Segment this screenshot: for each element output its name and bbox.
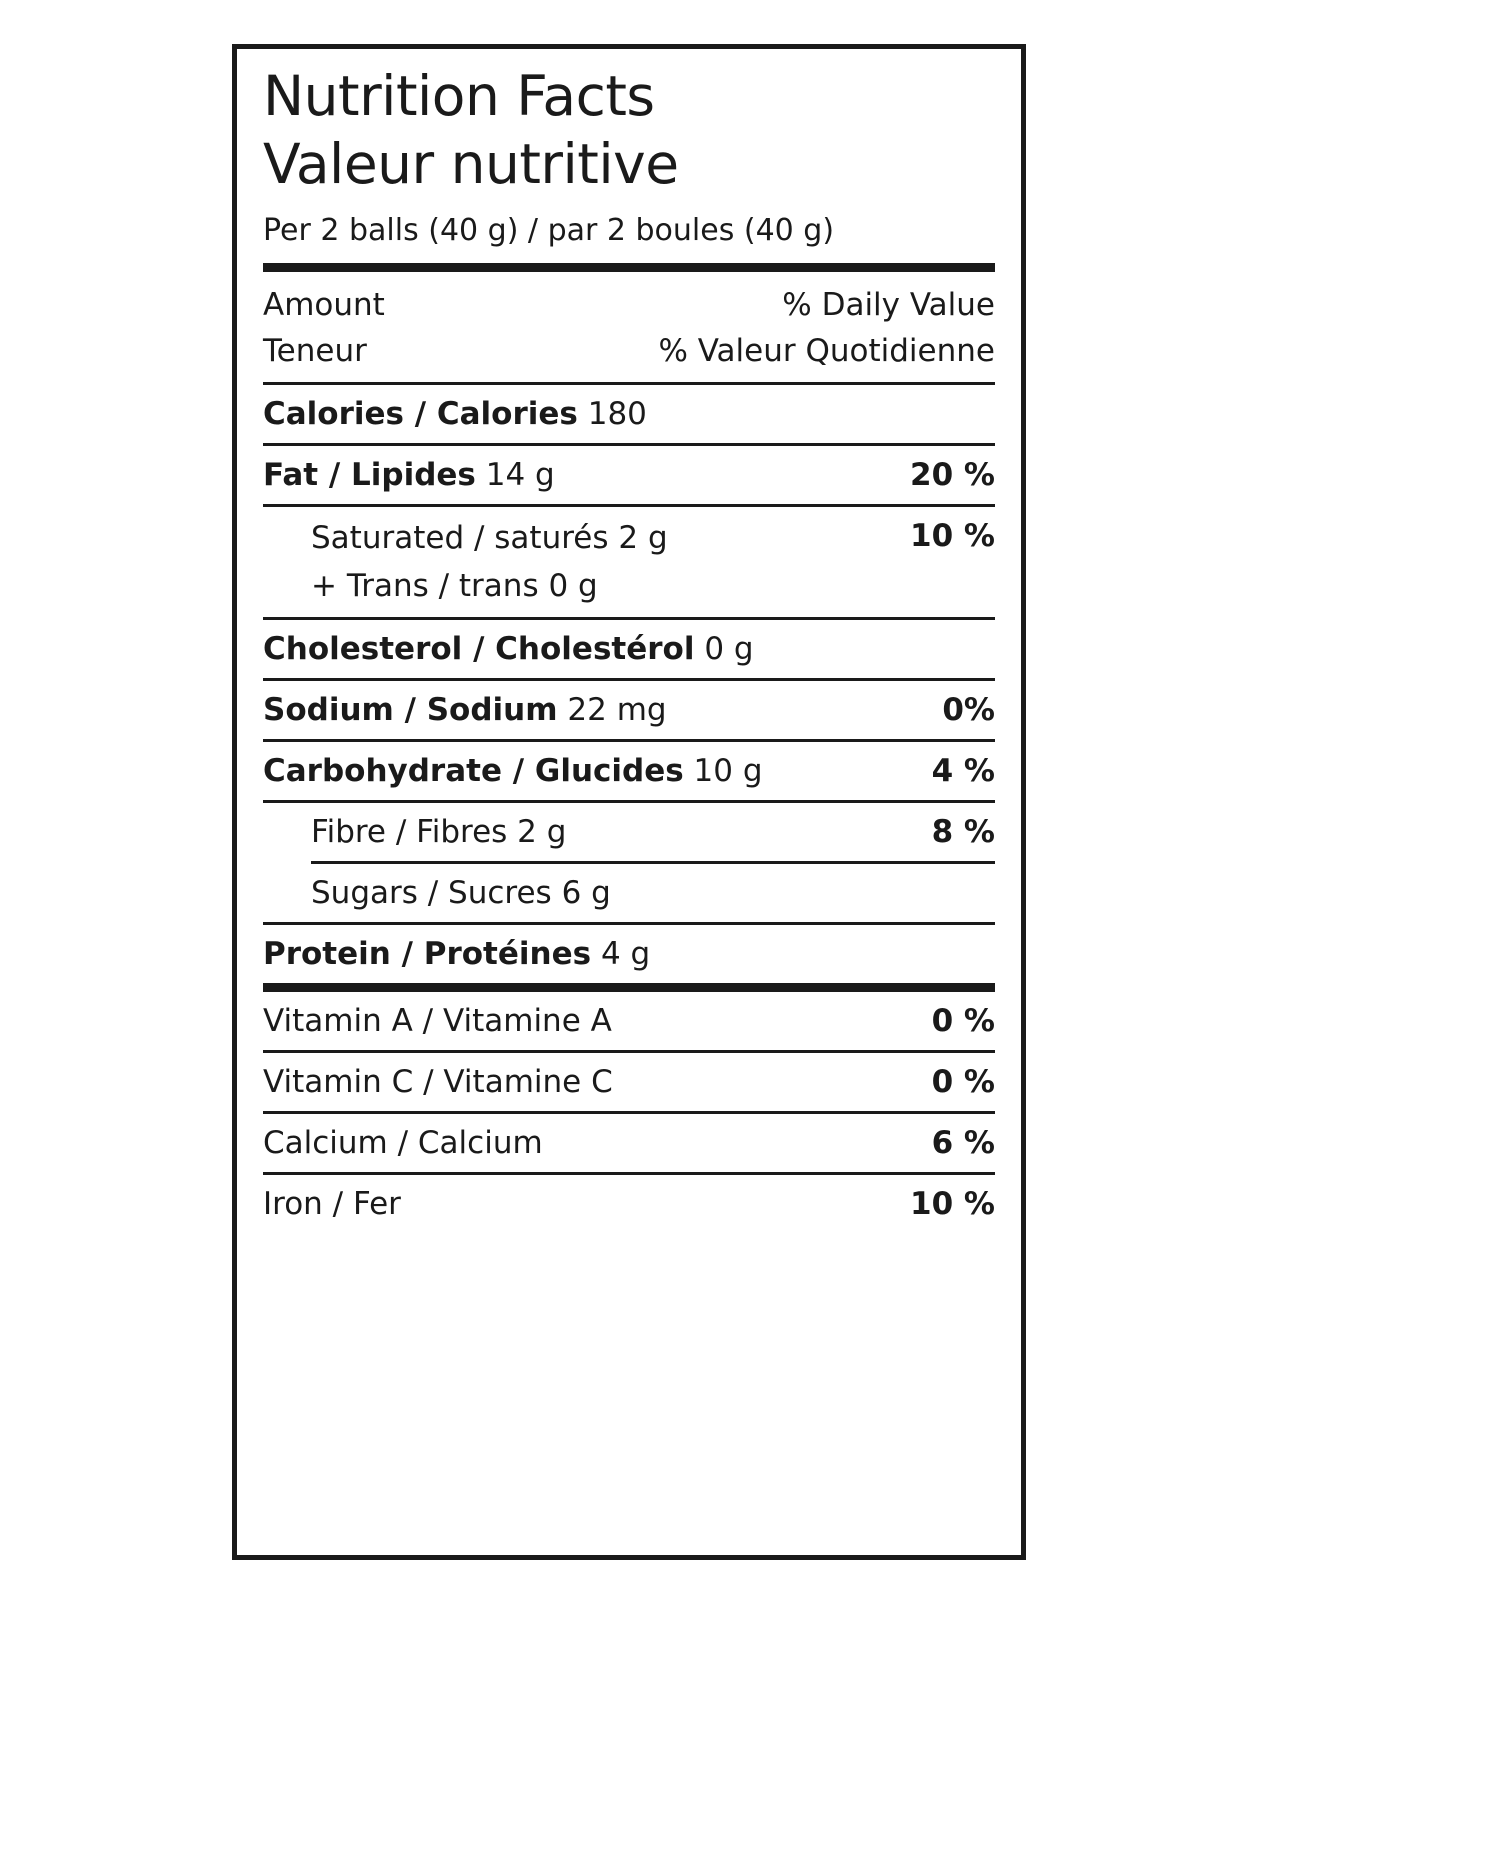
label-title-en: Nutrition Facts	[263, 64, 655, 128]
carbohydrate-dv: 4 %	[931, 753, 995, 789]
iron-label: Iron / Fer	[263, 1186, 401, 1222]
daily-value-label-fr: % Valeur Quotidienne	[658, 333, 995, 369]
protein-value: 4 g	[600, 936, 651, 972]
fibre-value: 2 g	[517, 814, 567, 850]
vitamin-c-dv: 0 %	[931, 1064, 995, 1100]
vitamin-a-dv: 0 %	[931, 1003, 995, 1039]
label-inner	[263, 63, 995, 1545]
saturated-label: Saturated / saturés 2 g	[311, 520, 668, 556]
sugars-value: 6 g	[561, 875, 611, 911]
divider-thick-top	[263, 263, 995, 272]
fibre-label: Fibre / Fibres	[311, 814, 508, 850]
trans-label: + Trans / trans 0 g	[311, 568, 598, 604]
row-fibre	[263, 803, 995, 861]
daily-value-label-en: % Daily Value	[782, 287, 995, 323]
row-fat	[263, 446, 995, 504]
protein-label: Protein / Protéines	[263, 936, 592, 972]
amount-label-fr: Teneur	[263, 333, 367, 369]
row-carbohydrate	[263, 742, 995, 800]
saturated-dv: 10 %	[910, 518, 995, 554]
fat-label: Fat / Lipides	[263, 457, 476, 493]
calcium-dv: 6 %	[931, 1125, 995, 1161]
label-title-fr: Valeur nutritive	[263, 132, 679, 196]
fat-value: 14 g	[485, 457, 555, 493]
cholesterol-value: 0 g	[704, 631, 754, 667]
calories-value: 180	[587, 396, 647, 432]
carbohydrate-label: Carbohydrate / Glucides	[263, 753, 684, 789]
row-vitamin-c	[263, 1053, 995, 1111]
row-sugars	[263, 864, 995, 922]
sodium-label: Sodium / Sodium	[263, 692, 558, 728]
divider-thick-vitamins	[263, 983, 995, 992]
daily-value-header	[263, 272, 995, 382]
cholesterol-label: Cholesterol / Cholestérol	[263, 631, 695, 667]
amount-label-en: Amount	[263, 287, 385, 323]
sugars-label: Sugars / Sucres	[311, 875, 552, 911]
sodium-value: 22 mg	[567, 692, 667, 728]
row-sodium	[263, 681, 995, 739]
row-calcium	[263, 1114, 995, 1172]
row-protein	[263, 925, 995, 983]
fibre-dv: 8 %	[931, 814, 995, 850]
calcium-label: Calcium / Calcium	[263, 1125, 543, 1161]
row-saturated-trans	[263, 507, 995, 617]
carbohydrate-value: 10 g	[693, 753, 763, 789]
calories-label: Calories / Calories	[263, 396, 578, 432]
row-vitamin-a	[263, 992, 995, 1050]
sodium-dv: 0%	[942, 692, 995, 728]
serving-size: Per 2 balls (40 g) / par 2 boules (40 g)	[263, 213, 835, 248]
nutrition-facts-label	[232, 44, 1026, 1560]
vitamin-c-label: Vitamin C / Vitamine C	[263, 1064, 613, 1100]
row-cholesterol	[263, 620, 995, 678]
vitamin-a-label: Vitamin A / Vitamine A	[263, 1003, 612, 1039]
row-calories	[263, 385, 995, 443]
row-iron	[263, 1175, 995, 1233]
iron-dv: 10 %	[910, 1186, 995, 1222]
fat-dv: 20 %	[910, 457, 995, 493]
